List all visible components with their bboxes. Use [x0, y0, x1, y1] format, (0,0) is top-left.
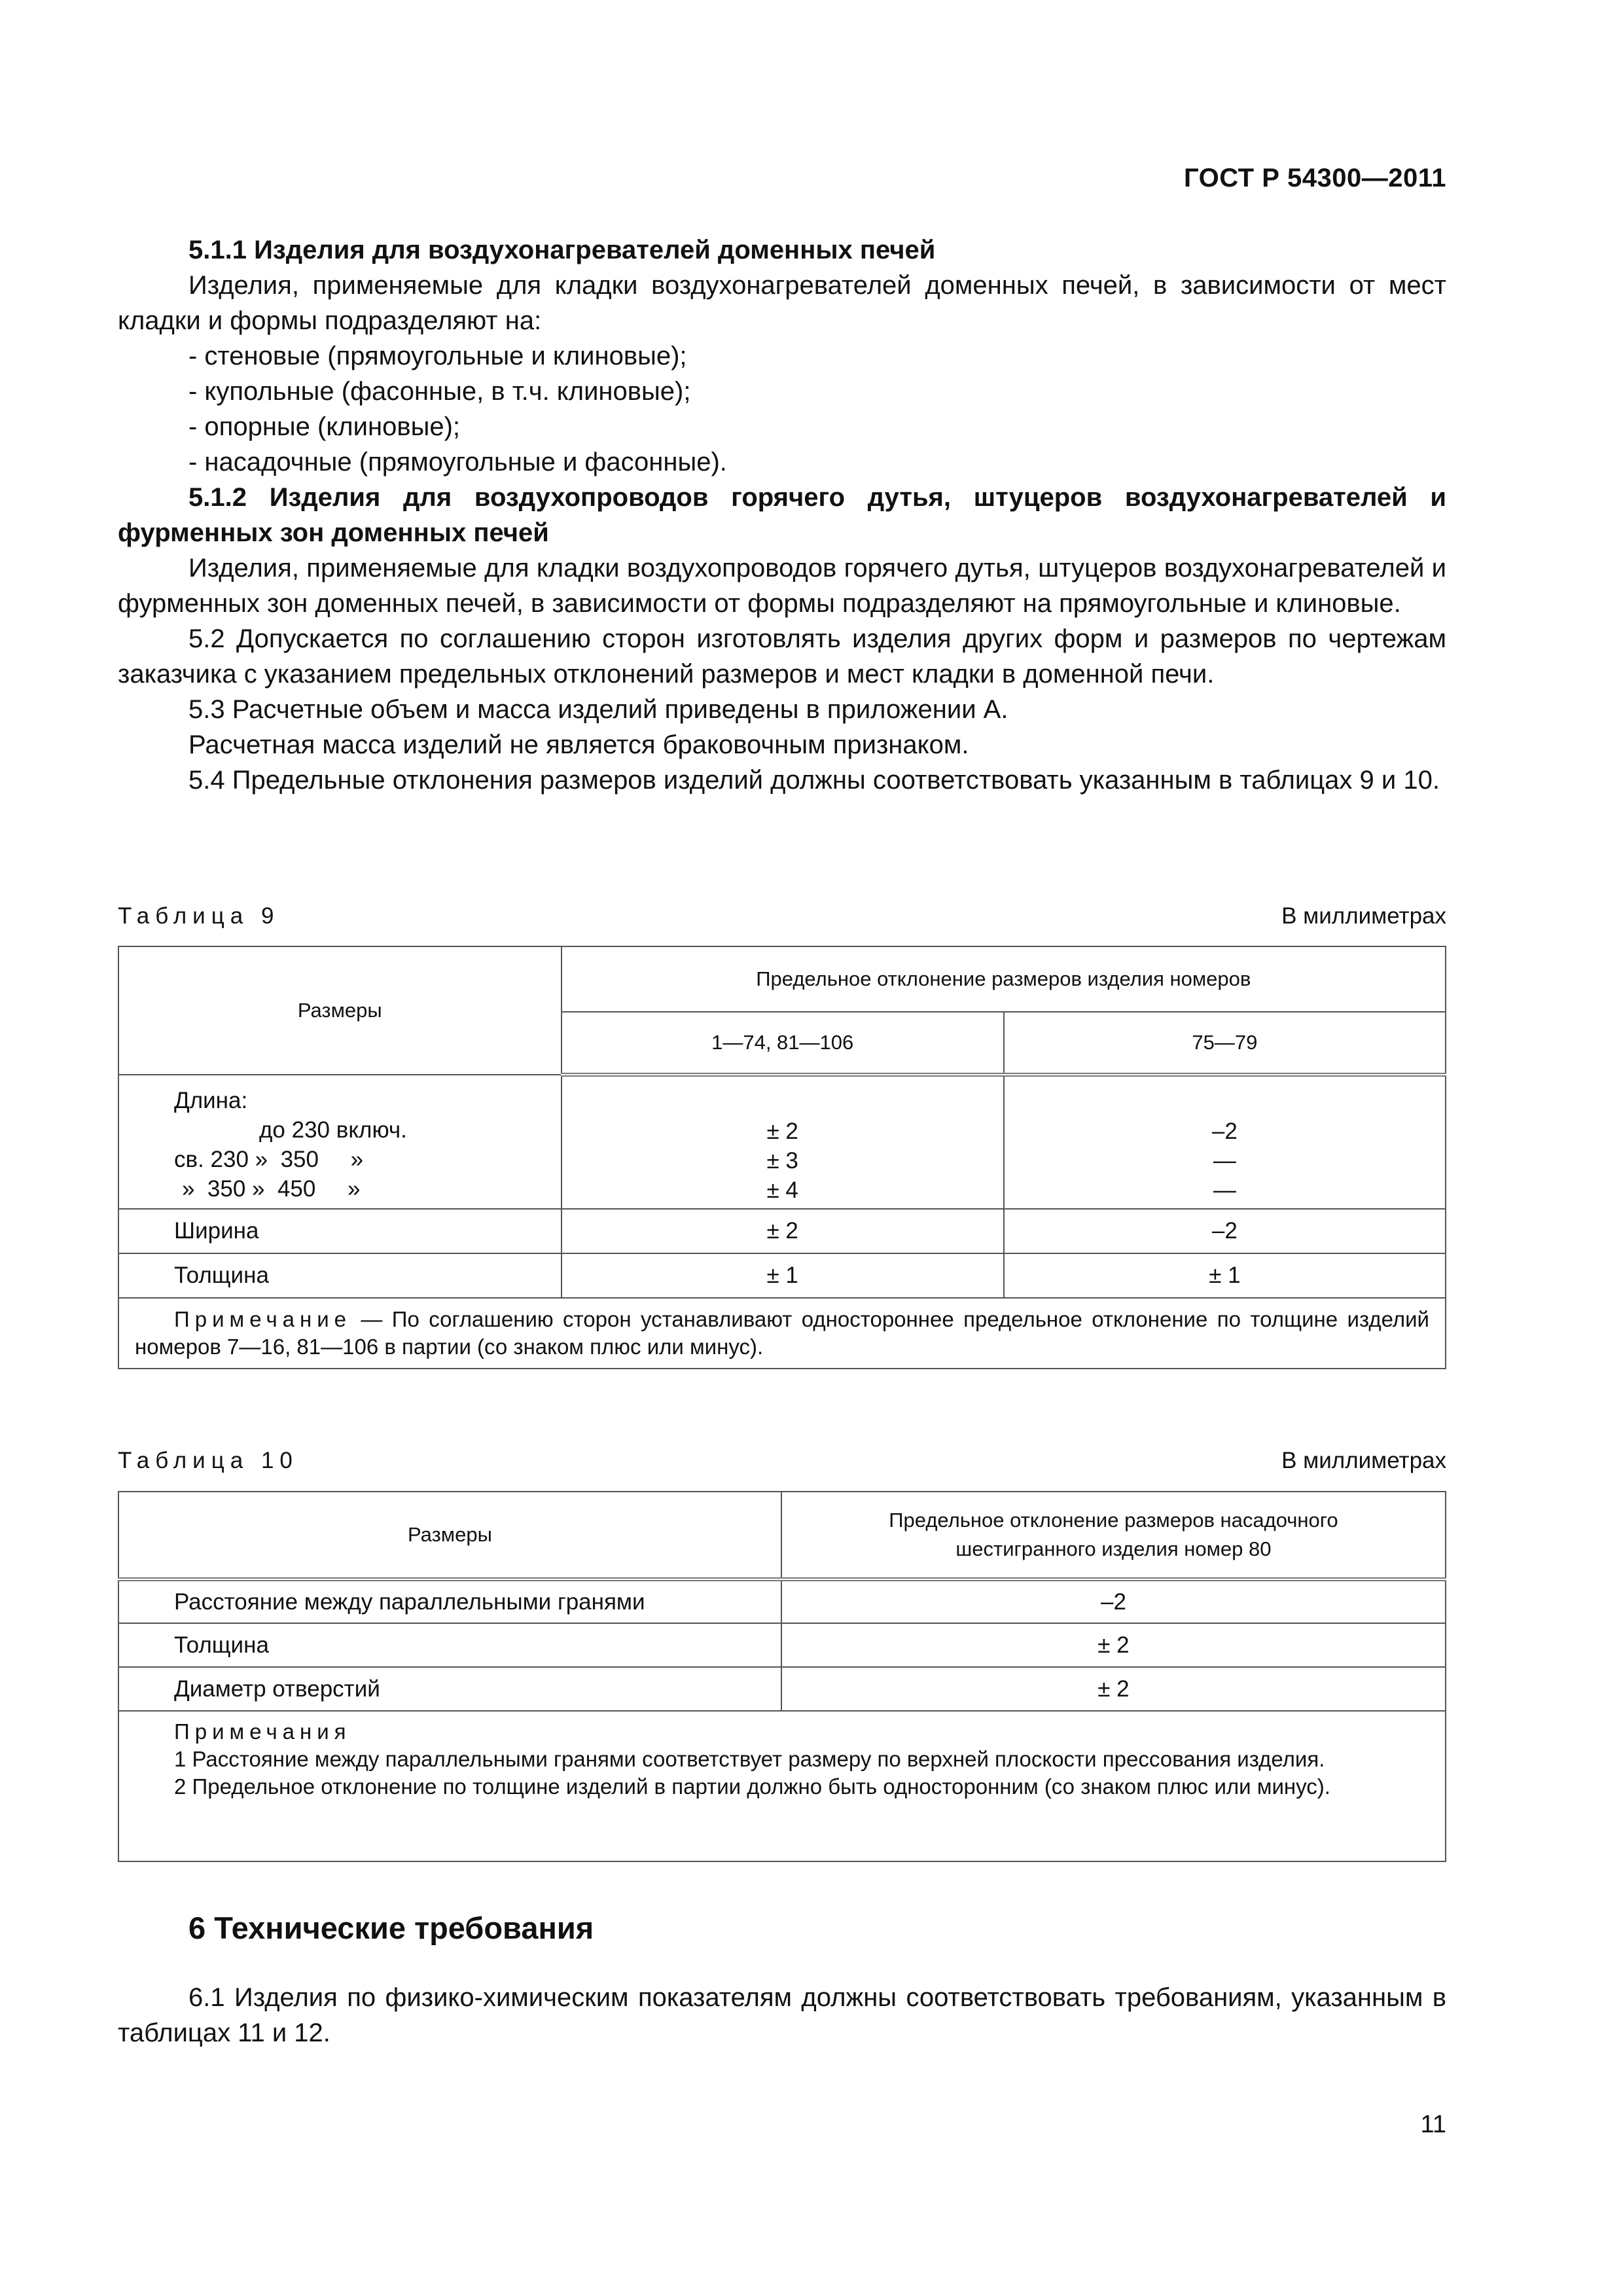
- table-10: [118, 1491, 1446, 1862]
- list-item: - насадочные (прямоугольные и фасонные).: [188, 448, 727, 476]
- page-number: 11: [1420, 2111, 1446, 2138]
- table-9-header-sizes: Размеры: [118, 946, 562, 1075]
- table-10-caption-row: [118, 1448, 1446, 1474]
- table-9-thickness-b: ± 1: [1004, 1253, 1446, 1298]
- list-item: - купольные (фасонные, в т.ч. клиновые);: [188, 377, 691, 406]
- table-10-note-2: 2 Предельное отклонение по толщине изделий в партии должно быть односторонним (со знаком плюс или минус).: [174, 1774, 1330, 1799]
- table-9-header-group: Предельное отклонение размеров изделия номеров: [562, 946, 1446, 1012]
- table-row: [118, 1667, 1446, 1711]
- list-item: - опорные (клиновые);: [188, 412, 460, 441]
- table-row: [118, 1579, 1446, 1623]
- table-10-row-value: –2: [781, 1579, 1446, 1623]
- table-10-header-sizes: Размеры: [118, 1492, 781, 1579]
- section-5-2-text: 5.2 Допускается по соглашению сторон изготовлять изделия других форм и размеров по чертежам заказчика с указанием предельных отклонений размеров и мест кладки в доменной печи.: [118, 624, 1446, 689]
- table-9-length-range: св. 230 » 350 »: [174, 1147, 364, 1172]
- section-5-1-1-title: 5.1.1 Изделия для воздухонагревателей доменных печей: [188, 236, 936, 264]
- table-9-thickness-a: ± 1: [562, 1253, 1004, 1298]
- table-9-length-a: ± 4: [766, 1177, 798, 1203]
- section-5-text: [118, 232, 1446, 798]
- section-5-3-text-2: Расчетная масса изделий не является браковочным признаком.: [188, 730, 969, 759]
- table-9-length-b: —: [1213, 1177, 1236, 1203]
- table-9-units: В миллиметрах: [1281, 903, 1446, 929]
- table-10-notes-head: Примечания: [174, 1719, 351, 1744]
- section-5-1-2-title: 5.1.2 Изделия для воздухопроводов горячего дутья, штуцеров воздухонагревателей и фурменных зон доменных печей: [118, 483, 1446, 547]
- document-page: [118, 0, 1446, 2296]
- table-9-note-text: — По соглашению сторон устанавливают одностороннее предельное отклонение по толщине изделий номеров 7—16, 81—106 в партии (со знаком плюс или минус).: [135, 1307, 1429, 1359]
- table-10-units: В миллиметрах: [1281, 1448, 1446, 1473]
- table-10-note-1: 1 Расстояние между параллельными гранями соответствует размеру по верхней плоскости прессования изделия.: [174, 1747, 1325, 1771]
- table-10-row-value: ± 2: [781, 1623, 1446, 1667]
- section-5-4-text: 5.4 Предельные отклонения размеров изделий должны соответствовать указанным в таблицах 9 и 10.: [188, 766, 1440, 795]
- table-9-width-label: Ширина: [118, 1209, 562, 1253]
- table-10-row-value: ± 2: [781, 1667, 1446, 1711]
- table-10-header-deviation: Предельное отклонение размеров насадочного шестигранного изделия номер 80: [781, 1492, 1446, 1579]
- section-6-text: [118, 1980, 1446, 2051]
- table-row: [118, 1253, 1446, 1298]
- table-9-length-label: Длина:: [174, 1088, 248, 1113]
- table-9-width-a: ± 2: [562, 1209, 1004, 1253]
- table-10-row-label: Толщина: [118, 1623, 781, 1667]
- table-9-caption-row: [118, 903, 1446, 929]
- table-10-caption: Таблица 10: [118, 1448, 298, 1473]
- table-row: [118, 1623, 1446, 1667]
- table-row: [118, 1075, 1446, 1209]
- table-9-length-a: ± 3: [766, 1148, 798, 1174]
- section-5-1-2-text: Изделия, применяемые для кладки воздухопроводов горячего дутья, штуцеров воздухонагревателей и фурменных зон доменных печей, в зависимости от формы подразделяют на прямоугольные и клиновые.: [118, 554, 1446, 618]
- table-9-length-b: —: [1213, 1148, 1236, 1174]
- table-9-thickness-label: Толщина: [118, 1253, 562, 1298]
- table-9-header-col-a: 1—74, 81—106: [562, 1012, 1004, 1075]
- list-item: - стеновые (прямоугольные и клиновые);: [188, 342, 687, 370]
- table-9-header-col-b: 75—79: [1004, 1012, 1446, 1075]
- table-9-width-b: –2: [1004, 1209, 1446, 1253]
- table-10-row-label: Диаметр отверстий: [118, 1667, 781, 1711]
- table-9-note-row: [118, 1298, 1446, 1369]
- table-9-length-range: до 230 включ.: [259, 1117, 407, 1143]
- section-6-heading: 6 Технические требования: [188, 1910, 594, 1945]
- table-9-length-a: ± 2: [766, 1119, 798, 1144]
- section-5-3-text: 5.3 Расчетные объем и масса изделий приведены в приложении А.: [188, 695, 1008, 724]
- table-row: [118, 1209, 1446, 1253]
- table-9-caption: Таблица 9: [118, 903, 280, 929]
- table-9-note-head: Примечание: [174, 1307, 352, 1331]
- section-6-1-text: 6.1 Изделия по физико-химическим показателям должны соответствовать требованиям, указанным в таблицах 11 и 12.: [118, 1983, 1446, 2047]
- table-9-length-b: –2: [1211, 1119, 1238, 1144]
- table-9-length-range: » 350 » 450 »: [182, 1176, 361, 1202]
- table-10-row-label: Расстояние между параллельными гранями: [118, 1579, 781, 1623]
- document-code: ГОСТ Р 54300—2011: [1184, 164, 1446, 192]
- section-5-1-1-text: Изделия, применяемые для кладки воздухонагревателей доменных печей, в зависимости от мест кладки и формы подразделяют на:: [118, 271, 1446, 335]
- table-9: [118, 946, 1446, 1369]
- table-10-notes-row: [118, 1711, 1446, 1861]
